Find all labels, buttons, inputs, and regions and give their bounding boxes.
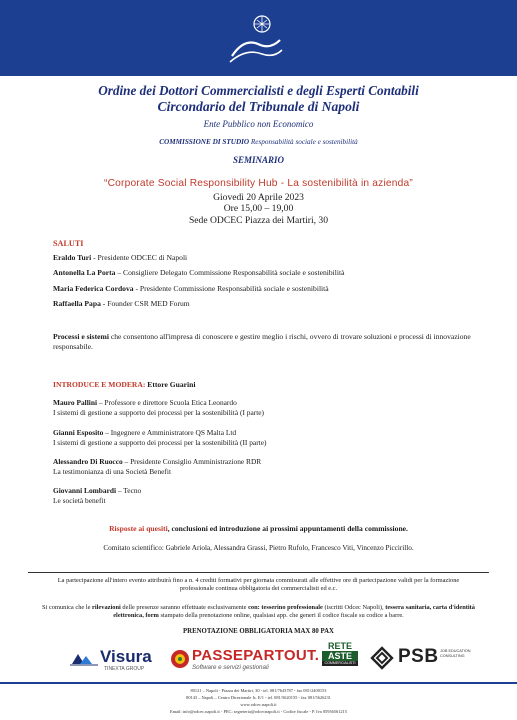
saluti-name: Raffaella Papa bbox=[53, 299, 101, 308]
commissione-bold: COMMISSIONE DI STUDIO bbox=[159, 138, 250, 146]
visura-name: Visura bbox=[100, 647, 152, 666]
commercialisti-text: COMMERCIALISTI bbox=[322, 661, 358, 666]
speaker-name: Alessandro Di Ruocco bbox=[53, 457, 123, 466]
note-bold: rilevazioni bbox=[92, 604, 121, 611]
passepartout-logo bbox=[170, 648, 319, 671]
speaker-item bbox=[53, 398, 264, 417]
passepartout-sub: Software e servizi gestionali bbox=[192, 664, 269, 671]
psb-name: PSB bbox=[398, 646, 439, 667]
speaker-role: – Presidente Consiglio Amministrazione RDR bbox=[122, 457, 262, 466]
saluti-name: Maria Federica Cordova bbox=[53, 284, 134, 293]
saluti-name: Antonella La Porta bbox=[53, 268, 116, 277]
note-text: stampato della prenotazione online, qualsiasi app. che generi il codice fiscale su codice a barre. bbox=[158, 612, 404, 620]
intro-bold: Processi e sistemi bbox=[53, 332, 109, 341]
saluti-role: - Founder CSR MED Forum bbox=[100, 299, 190, 308]
speaker-item bbox=[53, 428, 266, 447]
footer-line: 80121 – Napoli - Piazza dei Martiri, 30 - tel. 081/7643787 - fax 081/2400153 bbox=[190, 688, 327, 693]
intro-rest: che consentono all'impresa di conoscere e gestire meglio i rischi, ovvero di trovare soluzioni e processi di innovazione responsabile. bbox=[53, 332, 471, 351]
commissione-rest: Responsabilità sociale e sostenibilità bbox=[249, 138, 358, 146]
org-name-line1: Ordine dei Dottori Commercialisti e degli Esperti Contabili bbox=[98, 83, 419, 98]
footer bbox=[0, 682, 517, 720]
org-name-line2: Circondario del Tribunale di Napoli bbox=[157, 99, 360, 114]
visura-logo bbox=[70, 648, 152, 672]
speaker-topic: La testimonianza di una Società Benefit bbox=[53, 466, 172, 476]
comitato-line: Comitato scientifico: Gabriele Ariola, Alessandra Grassi, Pietro Rufolo, Francesco Viti, Vincenzo Piccirillo. bbox=[103, 544, 414, 552]
seminario-heading: SEMINARIO bbox=[232, 155, 285, 165]
saluti-role: - Presidente Commissione Responsabilità sociale e sostenibilità bbox=[133, 284, 329, 293]
saluti-role: - Presidente ODCEC di Napoli bbox=[91, 253, 188, 262]
speaker-name: Mauro Pallini bbox=[53, 398, 98, 407]
footer-line[interactable]: www.odcec.napoli.it bbox=[240, 702, 277, 707]
speaker-topic: Le società benefit bbox=[53, 495, 106, 505]
visura-sub: TINEXTA GROUP bbox=[104, 666, 145, 672]
note-text: Si comunica che le bbox=[42, 604, 93, 611]
event-details bbox=[0, 192, 517, 226]
speaker-name: Gianni Esposito bbox=[53, 428, 104, 437]
speaker-line bbox=[53, 457, 261, 467]
speaker-topic: I sistemi di gestione a supporto dei processi per la sostenibilità (II parte) bbox=[53, 437, 267, 447]
event-title: “Corporate Social Responsibility Hub - La sostenibilità in azienda” bbox=[104, 178, 413, 189]
speaker-line bbox=[53, 398, 264, 408]
speaker-name: Giovanni Lombardi bbox=[53, 486, 117, 495]
closing-rest: , conclusioni ed introduzione ai prossimi appuntamenti della commissione. bbox=[167, 524, 408, 533]
speaker-role: – Ingegnere e Amministratore QS Malta Ltd bbox=[103, 428, 237, 437]
note-bold: tessera sanitaria, carta d'identità elettronica, form bbox=[113, 604, 475, 620]
note-text: (iscritti Odcec Napoli), bbox=[322, 604, 386, 611]
rete-aste-logo bbox=[322, 642, 358, 666]
header-banner bbox=[0, 0, 517, 76]
speaker-role: – Tecno bbox=[116, 486, 142, 495]
saluti-name: Eraldo Turi bbox=[53, 253, 92, 262]
aste-text: ASTE bbox=[322, 651, 358, 661]
commissione-label bbox=[0, 138, 517, 146]
passepartout-name: PASSEPARTOUT. bbox=[192, 647, 320, 664]
divider bbox=[28, 572, 489, 573]
moderator-name: Ettore Guarini bbox=[145, 380, 196, 389]
footer-line: 80143 – Napoli – Centro Direzionale Is. E/1 - tel. 081/5620155 - fax 081/5626231 bbox=[186, 695, 331, 700]
speaker-item bbox=[53, 486, 141, 505]
closing-line bbox=[0, 524, 517, 533]
prenotazione-label: PRENOTAZIONE OBBLIGATORIA MAX 80 PAX bbox=[183, 628, 334, 635]
speaker-item bbox=[53, 457, 261, 476]
event-date: Giovedì 20 Aprile 2023 bbox=[213, 192, 304, 203]
psb-sub: JOB EDUCATION CONSULTING bbox=[440, 649, 471, 658]
passepartout-mark-icon bbox=[170, 649, 190, 669]
sponsor-strip bbox=[0, 642, 517, 682]
saluti-row bbox=[53, 268, 344, 277]
odcec-logo bbox=[226, 10, 286, 70]
footer-line: Email: info@odcec.napoli.it - PEC: segreteria@odcecnapoli.it - Codice fiscale - P. Iva 05936561215 bbox=[170, 709, 347, 714]
moderator-label: INTRODUCE E MODERA: bbox=[53, 380, 146, 389]
closing-red: Risposte ai quesiti bbox=[109, 524, 168, 533]
speaker-line bbox=[53, 486, 141, 496]
saluti-heading: SALUTI bbox=[53, 239, 84, 248]
speaker-role: – Professore e direttore Scuola Etica Leonardo bbox=[97, 398, 237, 407]
note-bold: con: tesserino professionale bbox=[248, 604, 323, 611]
visura-mark-icon bbox=[70, 650, 98, 666]
psb-mark-icon bbox=[370, 646, 394, 670]
speaker-line bbox=[53, 428, 266, 438]
event-time: Ore 15,00 – 19,00 bbox=[223, 203, 294, 215]
intro-paragraph bbox=[53, 332, 473, 352]
saluti-row bbox=[53, 299, 190, 308]
event-venue: Sede ODCEC Piazza dei Martiri, 30 bbox=[188, 214, 329, 226]
crediti-note: La partecipazione all'intero evento attribuirà fino a n. 4 crediti formativi per giornata commisurati alle effettive ore di partecipazione validi per la formazione professionale continua obbligatoria dei commercialisti ed e.c. bbox=[57, 577, 460, 593]
moderator-row bbox=[53, 380, 195, 389]
rilevazioni-note bbox=[40, 604, 477, 620]
saluti-row bbox=[53, 284, 329, 293]
ente-label: Ente Pubblico non Economico bbox=[203, 119, 314, 129]
note-text: delle presenze saranno effettuate esclusivamente bbox=[120, 604, 249, 611]
rete-text: RETE bbox=[327, 641, 352, 651]
speaker-topic: I sistemi di gestione a supporto dei processi per la sostenibilità (I parte) bbox=[53, 407, 264, 417]
saluti-row bbox=[53, 253, 187, 262]
saluti-role: – Consigliere Delegato Commissione Responsabilità sociale e sostenibilità bbox=[115, 268, 345, 277]
